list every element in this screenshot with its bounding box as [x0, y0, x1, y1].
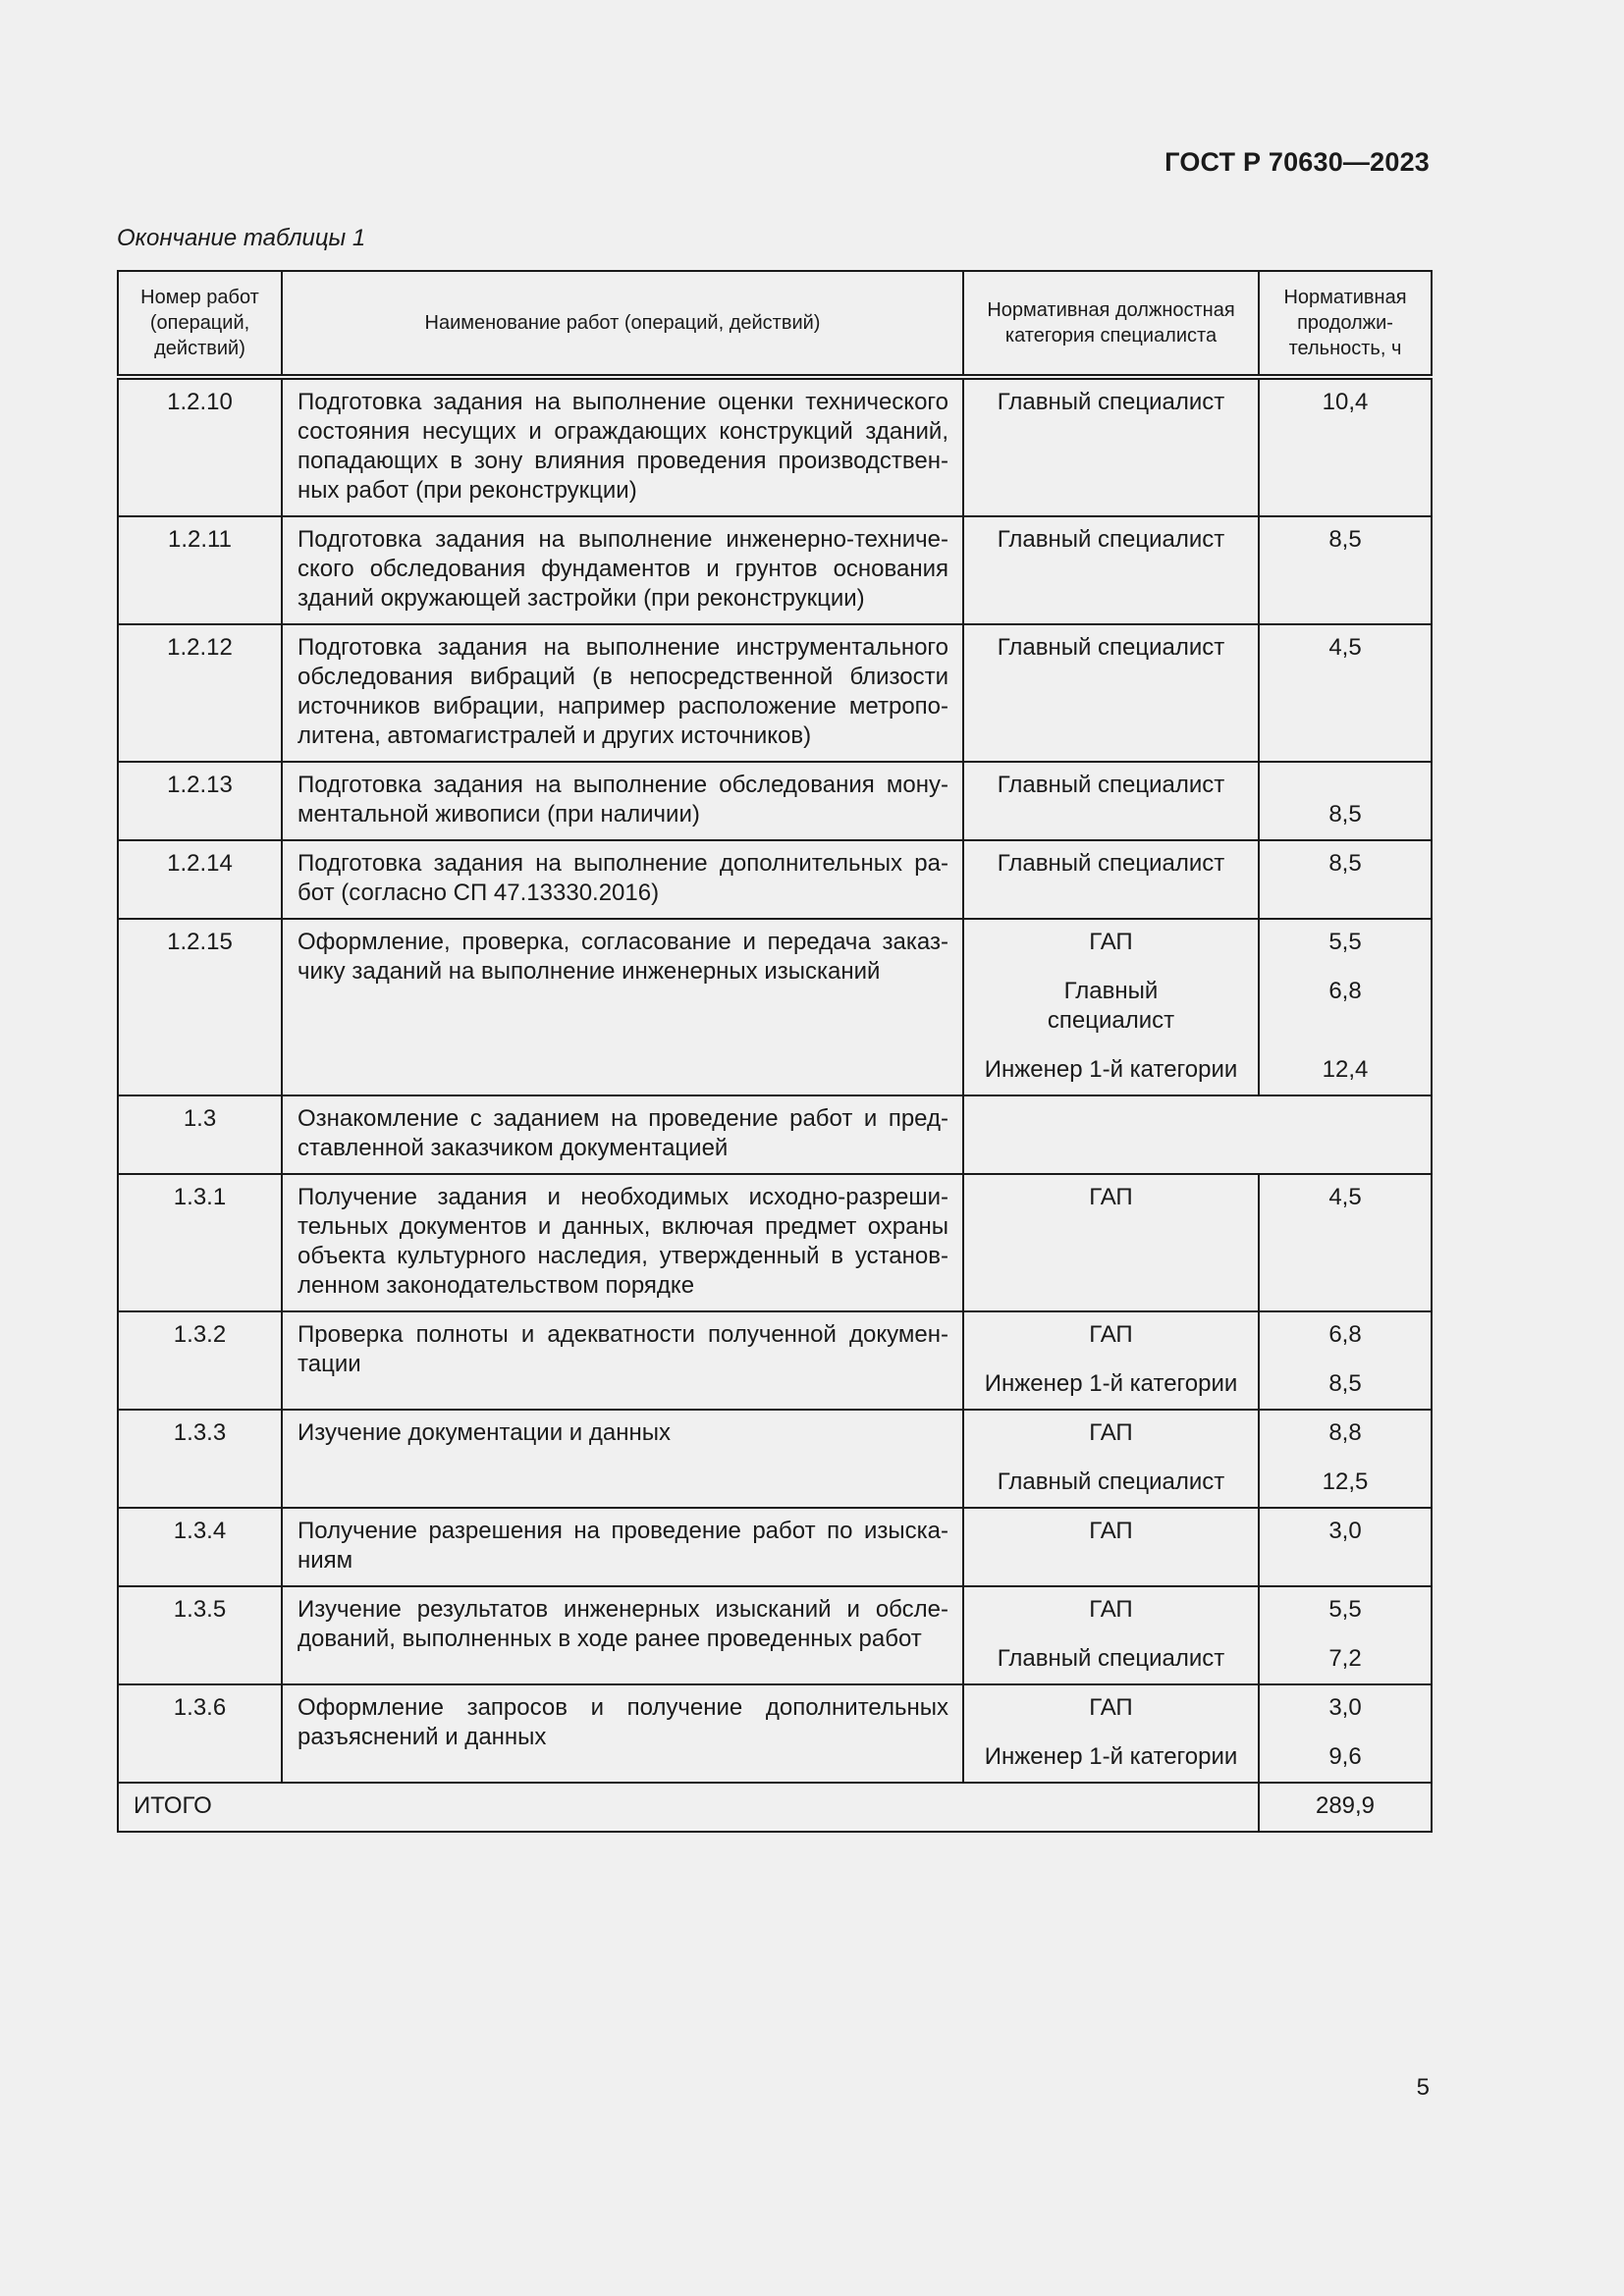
- work-name: Оформление, проверка, согласование и передача заказ-чику заданий на выполнение инженерных изысканий: [282, 919, 963, 1095]
- work-name: Подготовка задания на выполнение инженерно-техниче-ского обследования фундаментов и грунтов основания зданий окружающей застройки (при реконструкции): [282, 516, 963, 624]
- header-work-name: Наименование работ (операций, действий): [282, 271, 963, 377]
- specialist-category: Главный специалист: [963, 840, 1259, 919]
- specialist-category: ГАП: [1089, 929, 1133, 955]
- work-number: 1.3.6: [118, 1684, 282, 1783]
- specialist-category: ГАП: [1089, 1419, 1133, 1446]
- specialist-category: ГАП: [1089, 1321, 1133, 1348]
- duration-cell: [1259, 1684, 1432, 1783]
- specialist-category: Главный специалист: [1047, 978, 1175, 1034]
- work-number: 1.2.11: [118, 516, 282, 624]
- work-name: Получение задания и необходимых исходно-разреши-тельных документов и данных, включая предмет охраны объекта культурного наследия, утвержденный в установ-ленном законодательством порядке: [282, 1174, 963, 1311]
- duration-hours: 5,5: [1328, 1596, 1362, 1623]
- work-name: Ознакомление с заданием на проведение работ и пред-ставленной заказчиком документацией: [282, 1095, 963, 1174]
- duration-hours: 4,5: [1259, 624, 1432, 762]
- duration-hours: 9,6: [1328, 1743, 1362, 1770]
- work-name: Оформление запросов и получение дополнительных разъяснений и данных: [282, 1684, 963, 1783]
- work-name: Подготовка задания на выполнение оценки технического состояния несущих и ограждающих конструкций зданий, попадающих в зону влияния проведения производствен-ных работ (при реконструкции): [282, 377, 963, 516]
- table-row: [118, 516, 1432, 624]
- duration-hours: 3,0: [1259, 1508, 1432, 1586]
- duration-hours: 8,8: [1328, 1419, 1362, 1446]
- work-number: 1.2.12: [118, 624, 282, 762]
- table-row: [118, 1174, 1432, 1311]
- table-row: [118, 1586, 1432, 1684]
- table-row: [118, 1684, 1432, 1783]
- table-row: [118, 624, 1432, 762]
- duration-cell: [1259, 1311, 1432, 1410]
- duration-cell: [1259, 762, 1432, 840]
- duration-cell: [1259, 1410, 1432, 1508]
- header-specialist-category: Нормативная должностная категория специалиста: [963, 271, 1259, 377]
- duration-hours: 12,5: [1322, 1468, 1369, 1495]
- duration-hours: 7,2: [1328, 1645, 1362, 1672]
- table-row: [118, 1311, 1432, 1410]
- page-number: 5: [1416, 2074, 1430, 2101]
- specialist-category: Главный специалист: [997, 1645, 1225, 1672]
- table-row: [118, 762, 1432, 840]
- specialist-category: Главный специалист: [963, 762, 1259, 840]
- work-number: 1.2.14: [118, 840, 282, 919]
- norms-table: [117, 270, 1433, 1833]
- work-number: 1.3.5: [118, 1586, 282, 1684]
- duration-cell: [1259, 919, 1432, 1095]
- duration-hours: 8,5: [1259, 840, 1432, 919]
- duration-hours: 8,5: [1259, 516, 1432, 624]
- duration-hours: 6,8: [1328, 1321, 1362, 1348]
- specialist-category-cell: [963, 1586, 1259, 1684]
- header-work-number: Номер работ (операций, действий): [118, 271, 282, 377]
- duration-hours: 8,5: [1328, 801, 1362, 828]
- work-number: 1.3.2: [118, 1311, 282, 1410]
- table-row: [118, 1095, 1432, 1174]
- work-number: 1.2.13: [118, 762, 282, 840]
- header-duration: Нормативная продолжи-тельность, ч: [1259, 271, 1432, 377]
- specialist-category: ГАП: [963, 1508, 1259, 1586]
- work-number: 1.2.15: [118, 919, 282, 1095]
- specialist-category-cell: [963, 1684, 1259, 1783]
- work-name: Изучение документации и данных: [282, 1410, 963, 1508]
- total-value: 289,9: [1259, 1783, 1432, 1832]
- table-row: [118, 840, 1432, 919]
- table-row: [118, 1508, 1432, 1586]
- duration-hours: 10,4: [1259, 377, 1432, 516]
- table-row: [118, 377, 1432, 516]
- duration-hours: 4,5: [1259, 1174, 1432, 1311]
- duration-hours: 8,5: [1328, 1370, 1362, 1397]
- specialist-category: Главный специалист: [963, 377, 1259, 516]
- specialist-category-cell: [963, 1311, 1259, 1410]
- table-row: [118, 919, 1432, 1095]
- empty-merged-cell: [963, 1095, 1432, 1174]
- specialist-category: Главный специалист: [963, 624, 1259, 762]
- specialist-category-cell: [963, 919, 1259, 1095]
- work-name: Проверка полноты и адекватности полученной докумен-тации: [282, 1311, 963, 1410]
- table-caption: Окончание таблицы 1: [117, 225, 366, 251]
- duration-hours: 5,5: [1328, 929, 1362, 955]
- work-name: Подготовка задания на выполнение инструментального обследования вибраций (в непосредственной близости источников вибрации, например расположение метропо-литена, автомагистралей и других источников): [282, 624, 963, 762]
- specialist-category: Инженер 1-й категории: [984, 1743, 1238, 1770]
- specialist-category: Инженер 1-й категории: [984, 1056, 1238, 1083]
- standard-code: ГОСТ Р 70630—2023: [1164, 147, 1430, 177]
- specialist-category: ГАП: [1089, 1596, 1133, 1623]
- specialist-category: Инженер 1-й категории: [984, 1370, 1238, 1397]
- table-row: [118, 1410, 1432, 1508]
- duration-hours: 6,8: [1328, 978, 1362, 1004]
- work-number: 1.2.10: [118, 377, 282, 516]
- work-name: Подготовка задания на выполнение дополнительных ра-бот (согласно СП 47.13330.2016): [282, 840, 963, 919]
- work-name: Изучение результатов инженерных изысканий и обсле-дований, выполненных в ходе ранее проведенных работ: [282, 1586, 963, 1684]
- specialist-category: ГАП: [1089, 1694, 1133, 1721]
- specialist-category: ГАП: [963, 1174, 1259, 1311]
- duration-cell: [1259, 1586, 1432, 1684]
- specialist-category: Главный специалист: [963, 516, 1259, 624]
- work-name: Получение разрешения на проведение работ по изыска-ниям: [282, 1508, 963, 1586]
- work-number: 1.3: [118, 1095, 282, 1174]
- work-name: Подготовка задания на выполнение обследования мону-ментальной живописи (при наличии): [282, 762, 963, 840]
- specialist-category-cell: [963, 1410, 1259, 1508]
- duration-hours: 12,4: [1322, 1056, 1369, 1083]
- table-header-row: [118, 271, 1432, 377]
- total-label: ИТОГО: [118, 1783, 1259, 1832]
- work-number: 1.3.3: [118, 1410, 282, 1508]
- total-row: [118, 1783, 1432, 1832]
- duration-hours: 3,0: [1328, 1694, 1362, 1721]
- work-number: 1.3.1: [118, 1174, 282, 1311]
- specialist-category: Главный специалист: [997, 1468, 1225, 1495]
- work-number: 1.3.4: [118, 1508, 282, 1586]
